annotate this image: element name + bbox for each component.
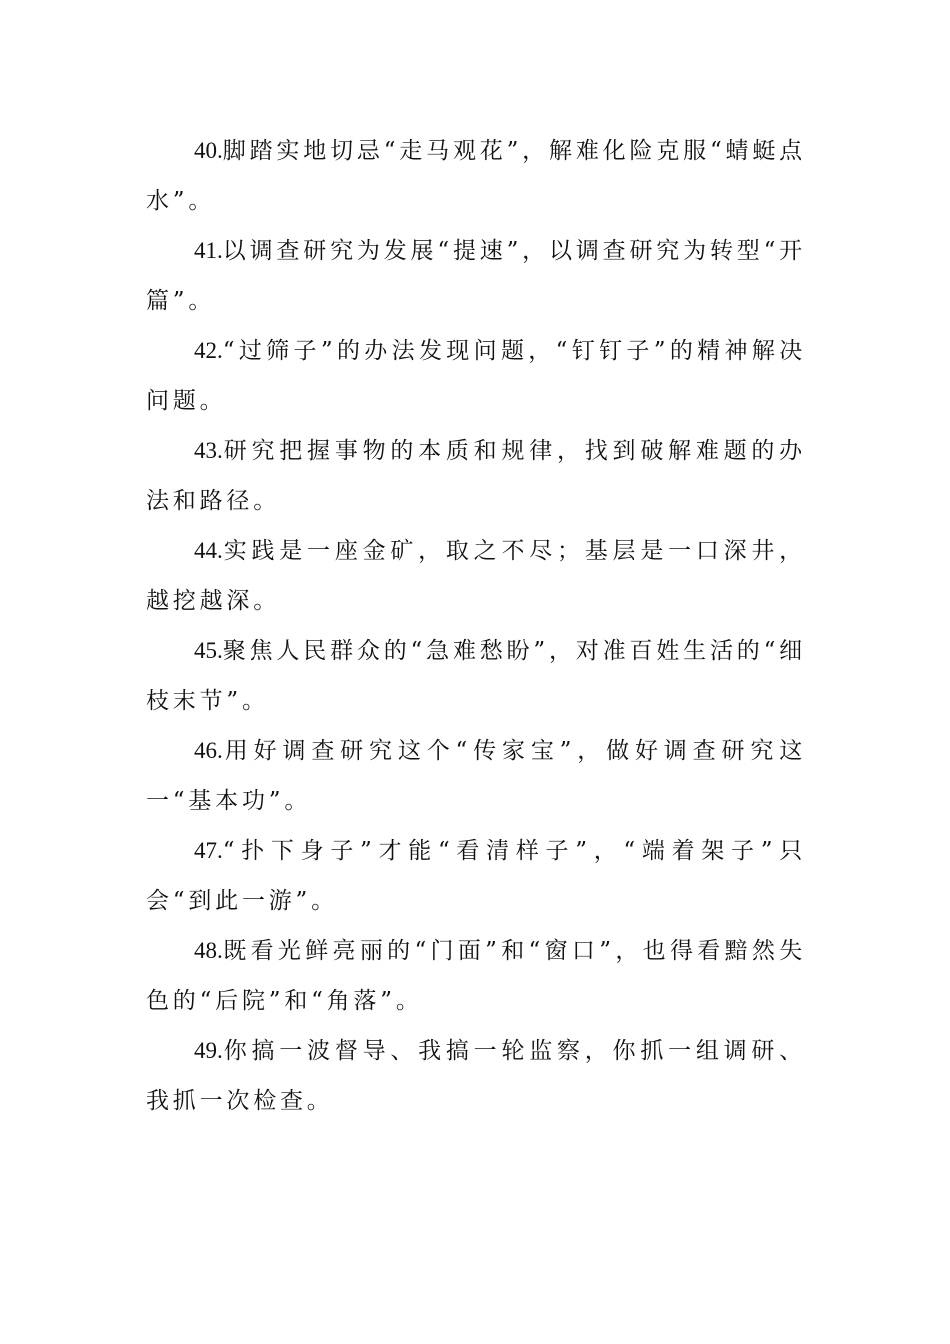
item-number: 48. — [194, 938, 223, 963]
list-item — [146, 526, 806, 626]
list-item — [146, 926, 806, 1026]
item-text: 以调查研究为发展“提速”，以调查研究为转型“开篇”。 — [146, 238, 806, 314]
item-number: 40. — [194, 138, 223, 163]
item-text: “过筛子”的办法发现问题，“钉钉子”的精神解决问题。 — [146, 338, 806, 414]
item-number: 46. — [194, 738, 223, 763]
item-number: 41. — [194, 238, 223, 263]
document-body — [146, 126, 806, 1126]
item-text: 用好调查研究这个“传家宝”，做好调查研究这一“基本功”。 — [146, 738, 806, 814]
list-item — [146, 326, 806, 426]
list-item — [146, 126, 806, 226]
item-number: 42. — [194, 338, 223, 363]
list-item — [146, 626, 806, 726]
item-number: 44. — [194, 538, 223, 563]
item-text: 既看光鲜亮丽的“门面”和“窗口”，也得看黯然失色的“后院”和“角落”。 — [146, 938, 806, 1014]
item-text: 研究把握事物的本质和规律，找到破解难题的办法和路径。 — [146, 438, 806, 514]
item-number: 47. — [194, 838, 223, 863]
item-number: 43. — [194, 438, 223, 463]
item-text: “扑下身子”才能“看清样子”，“端着架子”只会“到此一游”。 — [146, 838, 806, 914]
list-item — [146, 726, 806, 826]
item-text: 你搞一波督导、我搞一轮监察，你抓一组调研、我抓一次检查。 — [146, 1038, 806, 1114]
item-number: 45. — [194, 638, 223, 663]
list-item — [146, 226, 806, 326]
list-item — [146, 1026, 806, 1126]
item-text: 实践是一座金矿，取之不尽；基层是一口深井，越挖越深。 — [146, 538, 806, 614]
item-number: 49. — [194, 1038, 223, 1063]
item-text: 聚焦人民群众的“急难愁盼”，对准百姓生活的“细枝末节”。 — [146, 638, 806, 714]
list-item — [146, 826, 806, 926]
list-item — [146, 426, 806, 526]
item-text: 脚踏实地切忌“走马观花”，解难化险克服“蜻蜓点水”。 — [146, 138, 806, 214]
